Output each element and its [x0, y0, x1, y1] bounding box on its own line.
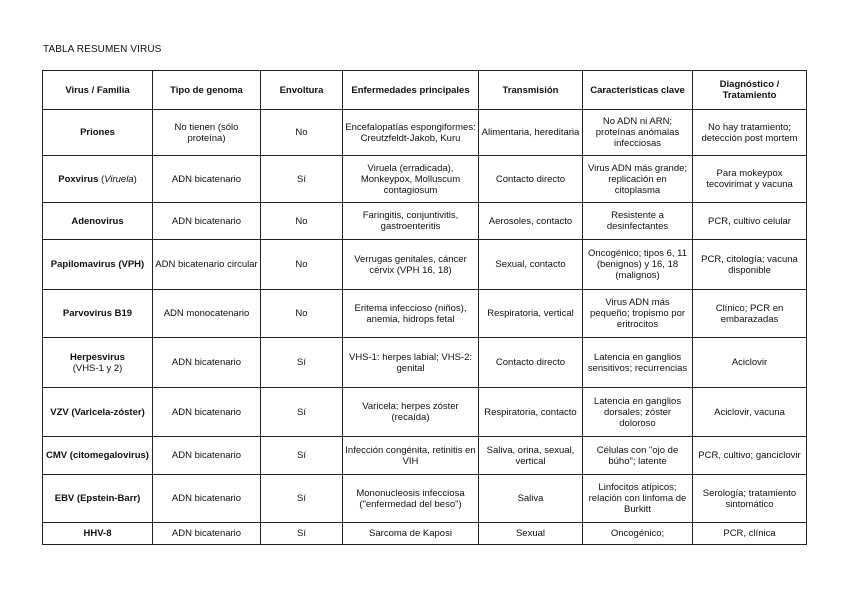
cell-virus-name: Parvovirus B19: [43, 290, 153, 338]
cell-envelope: No: [261, 110, 343, 156]
header-diagnosis-treatment: Diagnóstico / Tratamiento: [693, 71, 807, 110]
virus-name-qualifier: (VHS-1 y 2): [72, 362, 123, 374]
cell-envelope: Sí: [261, 437, 343, 475]
cell-envelope: Sí: [261, 523, 343, 545]
virus-name-text: Herpesvirus: [70, 351, 125, 363]
cell-features: Oncogénico;: [583, 523, 693, 545]
cell-transmission: Sexual, contacto: [479, 240, 583, 290]
cell-diagnosis: No hay tratamiento; detección post mortem: [693, 110, 807, 156]
cell-virus-name: CMV (citomegalovirus): [43, 437, 153, 475]
cell-diseases: Viruela (erradicada), Monkeypox, Molluscum contagiosum: [343, 156, 479, 203]
cell-transmission: Respiratoria, vertical: [479, 290, 583, 338]
cell-envelope: Sí: [261, 338, 343, 388]
cell-envelope: Sí: [261, 388, 343, 437]
table-row: [43, 156, 807, 203]
cell-diseases: Varicela; herpes zóster (recaída): [343, 388, 479, 437]
document-title: TABLA RESUMEN VIRUS: [43, 44, 162, 55]
cell-virus-name: [43, 338, 153, 388]
cell-envelope: No: [261, 203, 343, 240]
cell-diseases: Mononucleosis infecciosa ("enfermedad del beso"): [343, 475, 479, 523]
table-row: [43, 475, 807, 523]
virus-name-italic: Viruela: [104, 173, 134, 185]
cell-transmission: Saliva, orina, sexual, vertical: [479, 437, 583, 475]
cell-envelope: No: [261, 290, 343, 338]
virus-name-paren: (Viruela): [101, 173, 137, 185]
cell-diagnosis: Serología; tratamiento sintomático: [693, 475, 807, 523]
cell-envelope: No: [261, 240, 343, 290]
header-genome-type: Tipo de genoma: [153, 71, 261, 110]
cell-genome: No tienen (sólo proteína): [153, 110, 261, 156]
cell-features: Oncogénico; tipos 6, 11 (benignos) y 16, 18 (malignos): [583, 240, 693, 290]
cell-diseases: Sarcoma de Kaposi: [343, 523, 479, 545]
cell-diagnosis: PCR, citología; vacuna disponible: [693, 240, 807, 290]
cell-diseases: Encefalopatías espongiformes: Creutzfeldt-Jakob, Kuru: [343, 110, 479, 156]
virus-name-text: Poxvirus: [58, 173, 99, 185]
cell-diagnosis: Clínico; PCR en embarazadas: [693, 290, 807, 338]
cell-transmission: Saliva: [479, 475, 583, 523]
cell-transmission: Respiratoria, contacto: [479, 388, 583, 437]
header-key-features: Características clave: [583, 71, 693, 110]
table-header-row: [43, 71, 807, 110]
cell-virus-name: [43, 156, 153, 203]
cell-diseases: VHS-1: herpes labial; VHS-2: genital: [343, 338, 479, 388]
cell-genome: ADN bicatenario: [153, 437, 261, 475]
cell-features: Linfocitos atípicos; relación con linfoma de Burkitt: [583, 475, 693, 523]
cell-virus-name: VZV (Varicela-zóster): [43, 388, 153, 437]
cell-genome: ADN bicatenario circular: [153, 240, 261, 290]
cell-diagnosis: PCR, cultivo celular: [693, 203, 807, 240]
cell-diseases: Infección congénita, retinitis en VIH: [343, 437, 479, 475]
cell-diagnosis: Para mokeypox tecovirimat y vacuna: [693, 156, 807, 203]
table-row: [43, 203, 807, 240]
table-row: [43, 338, 807, 388]
cell-features: Latencia en ganglios sensitivos; recurrencias: [583, 338, 693, 388]
cell-features: Virus ADN más grande; replicación en citoplasma: [583, 156, 693, 203]
table-row: [43, 290, 807, 338]
cell-features: Virus ADN más pequeño; tropismo por eritrocitos: [583, 290, 693, 338]
cell-transmission: Alimentaria, hereditaria: [479, 110, 583, 156]
header-main-diseases: Enfermedades principales: [343, 71, 479, 110]
cell-diagnosis: PCR, cultivo; ganciclovir: [693, 437, 807, 475]
cell-features: Células con "ojo de búho"; latente: [583, 437, 693, 475]
cell-diseases: Faringitis, conjuntivitis, gastroenteritis: [343, 203, 479, 240]
cell-transmission: Sexual: [479, 523, 583, 545]
cell-genome: ADN bicatenario: [153, 388, 261, 437]
cell-diagnosis: Aciclovir: [693, 338, 807, 388]
cell-virus-name: Priones: [43, 110, 153, 156]
cell-envelope: Sí: [261, 475, 343, 523]
cell-features: Latencia en ganglios dorsales; zóster doloroso: [583, 388, 693, 437]
cell-virus-name: HHV-8: [43, 523, 153, 545]
header-virus-family: Virus / Familia: [43, 71, 153, 110]
cell-features: No ADN ni ARN; proteínas anómalas infecciosas: [583, 110, 693, 156]
cell-genome: ADN bicatenario: [153, 523, 261, 545]
cell-features: Resistente a desinfectantes: [583, 203, 693, 240]
cell-transmission: Contacto directo: [479, 338, 583, 388]
cell-virus-name: EBV (Epstein-Barr): [43, 475, 153, 523]
cell-diseases: Eritema infeccioso (niños), anemia, hidrops fetal: [343, 290, 479, 338]
cell-diagnosis: PCR, clínica: [693, 523, 807, 545]
cell-diagnosis: Aciclovir, vacuna: [693, 388, 807, 437]
table-row: [43, 110, 807, 156]
cell-genome: ADN monocatenario: [153, 290, 261, 338]
cell-transmission: Contacto directo: [479, 156, 583, 203]
cell-virus-name: Adenovirus: [43, 203, 153, 240]
cell-genome: ADN bicatenario: [153, 338, 261, 388]
cell-genome: ADN bicatenario: [153, 475, 261, 523]
table-row: [43, 523, 807, 545]
header-envelope: Envoltura: [261, 71, 343, 110]
virus-summary-table: [42, 70, 807, 545]
table-row: [43, 388, 807, 437]
cell-genome: ADN bicatenario: [153, 156, 261, 203]
cell-envelope: Sí: [261, 156, 343, 203]
cell-genome: ADN bicatenario: [153, 203, 261, 240]
table-row: [43, 240, 807, 290]
cell-diseases: Verrugas genitales, cáncer cérvix (VPH 16, 18): [343, 240, 479, 290]
cell-virus-name: Papilomavirus (VPH): [43, 240, 153, 290]
header-transmission: Transmisión: [479, 71, 583, 110]
cell-transmission: Aerosoles, contacto: [479, 203, 583, 240]
table-row: [43, 437, 807, 475]
